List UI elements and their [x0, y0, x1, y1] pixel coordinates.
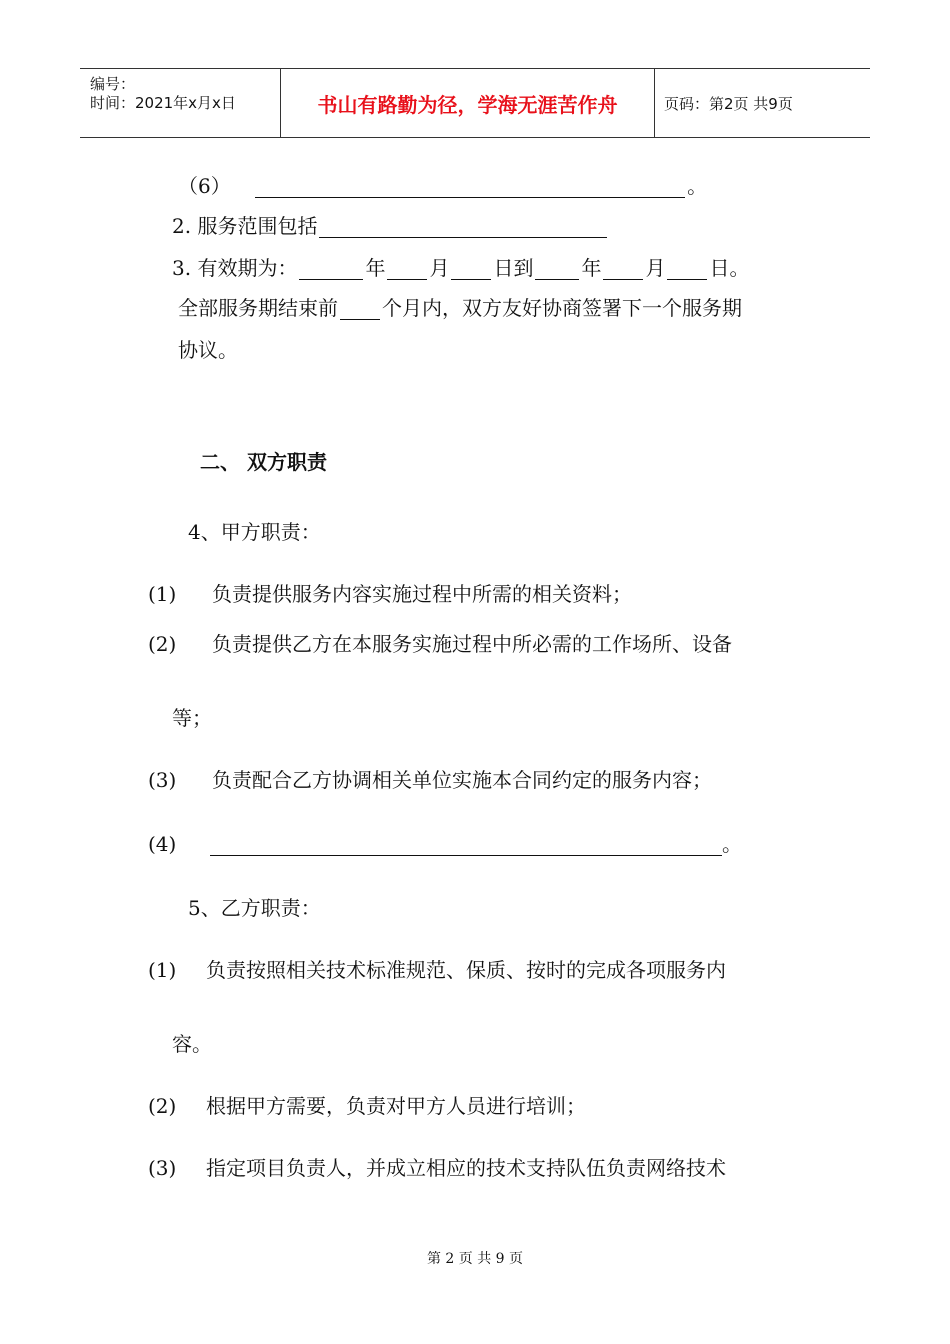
- year-text: 年: [365, 256, 386, 280]
- renewal-text-a: 全部服务期结束前: [178, 296, 338, 320]
- renewal-cont: 协议。: [178, 338, 238, 362]
- b2-num: (2): [148, 1094, 177, 1118]
- a4-end: 。: [722, 832, 742, 856]
- service-scope-line: [172, 214, 609, 238]
- end-year-text: 年: [581, 256, 602, 280]
- b1-text: 负责按照相关技术标准规范、保质、按时的完成各项服务内: [206, 958, 726, 982]
- b3-num: (3): [148, 1156, 177, 1180]
- item-6-label: （6）: [178, 174, 231, 198]
- document-number-label: 编号：: [90, 75, 136, 93]
- validity-label: 3. 有效期为：: [172, 256, 298, 280]
- b1-num: (1): [148, 958, 177, 982]
- renewal-line: [178, 296, 742, 320]
- page-header: [80, 68, 870, 138]
- end-month-blank: [603, 259, 643, 280]
- end-month-text: 月: [645, 256, 666, 280]
- b1-cont: 容。: [172, 1032, 212, 1056]
- a2-text: 负责提供乙方在本服务实施过程中所必需的工作场所、设备: [212, 632, 732, 656]
- item-6-end: 。: [687, 174, 708, 198]
- party-b-title: 5、乙方职责：: [188, 896, 321, 920]
- month-text: 月: [429, 256, 450, 280]
- a3-num: (3): [148, 768, 177, 792]
- day-end-text: 日。: [709, 256, 750, 280]
- service-scope-label: 2. 服务范围包括: [172, 214, 318, 238]
- item-6-blank: [255, 177, 685, 198]
- a4-line: [210, 832, 742, 856]
- b2-text: 根据甲方需要，负责对甲方人员进行培训；: [206, 1094, 586, 1118]
- start-month-blank: [387, 259, 427, 280]
- document-time-label: 时间：2021年x月x日: [90, 94, 236, 112]
- party-a-title: 4、甲方职责：: [188, 520, 321, 544]
- end-day-blank: [667, 259, 707, 280]
- a4-num: (4): [148, 832, 177, 856]
- validity-line: [172, 256, 749, 280]
- end-year-blank: [535, 259, 579, 280]
- item-6: [178, 174, 707, 198]
- a1-text: 负责提供服务内容实施过程中所需的相关资料；: [212, 582, 632, 606]
- renewal-text-b: 个月内，双方友好协商签署下一个服务期: [382, 296, 742, 320]
- header-page-info: 页码：第2页 共9页: [664, 94, 793, 113]
- service-scope-blank: [319, 217, 607, 238]
- renewal-months-blank: [340, 299, 380, 320]
- header-meta: [80, 69, 280, 137]
- a2-num: (2): [148, 632, 177, 656]
- a3-text: 负责配合乙方协调相关单位实施本合同约定的服务内容；: [212, 768, 712, 792]
- day-to-text: 日到: [493, 256, 534, 280]
- header-motto: 书山有路勤为径，学海无涯苦作舟: [280, 69, 655, 137]
- a1-num: (1): [148, 582, 177, 606]
- section-heading: 二、 双方职责: [200, 450, 327, 474]
- a2-cont: 等；: [172, 706, 212, 730]
- a4-blank: [210, 835, 722, 856]
- b3-text: 指定项目负责人，并成立相应的技术支持队伍负责网络技术: [206, 1156, 726, 1180]
- start-year-blank: [299, 259, 363, 280]
- page-footer: 第 2 页 共 9 页: [426, 1251, 524, 1267]
- start-day-blank: [451, 259, 491, 280]
